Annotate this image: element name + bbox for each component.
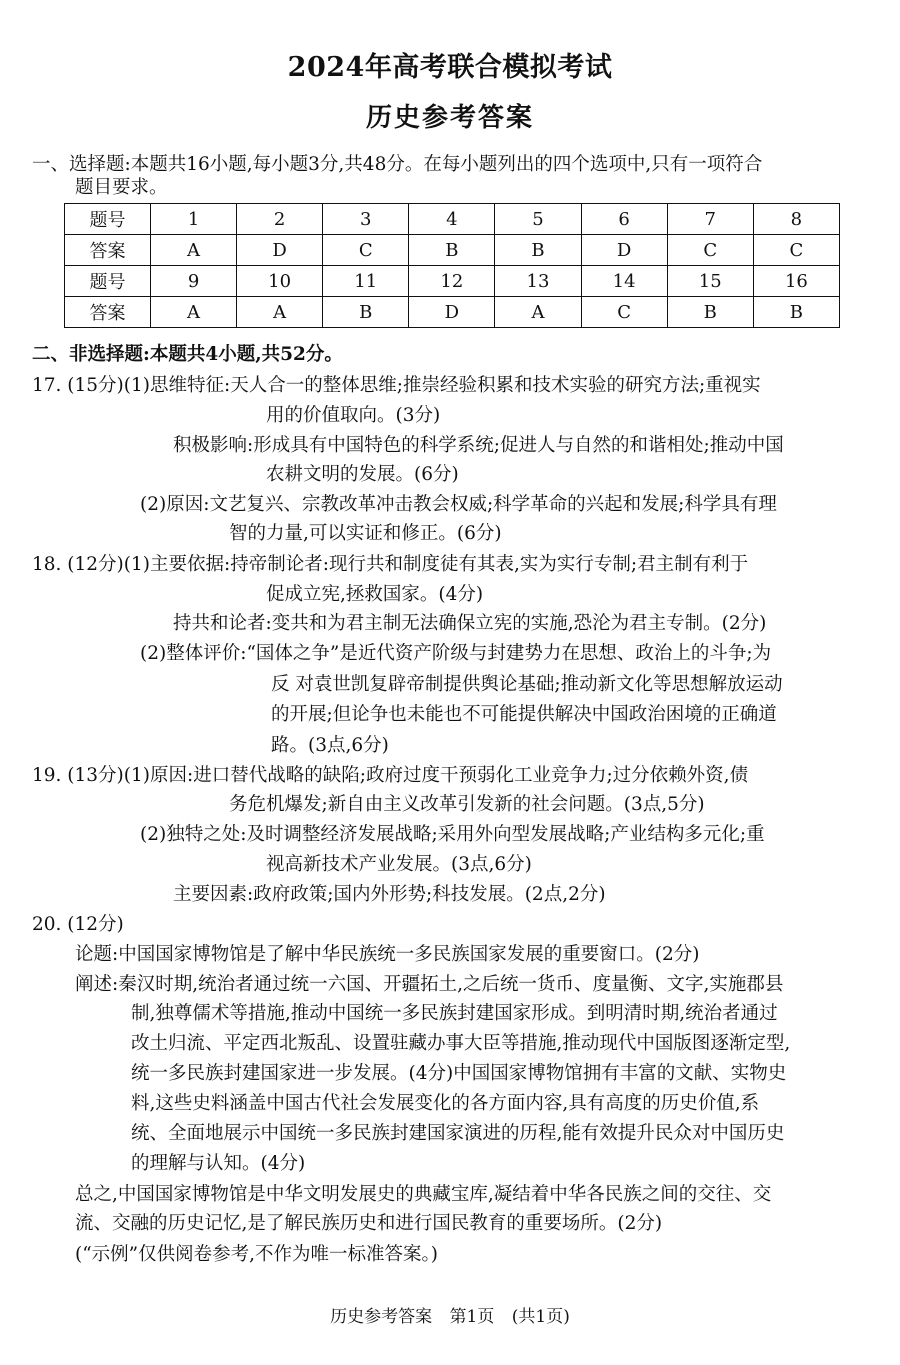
answer-table-cell: 8 bbox=[753, 204, 839, 235]
answer-table-row-header: 答案 bbox=[65, 235, 151, 266]
answer-table-cell: A bbox=[495, 297, 581, 328]
answer-table-row bbox=[65, 235, 840, 266]
q18-line-3: 持共和论者:变共和为君主制无法确保立宪的实施,恐沦为君主专制。(2分) bbox=[173, 613, 767, 634]
answer-table-cell: 1 bbox=[151, 204, 237, 235]
q20-line-7: 料,这些史料涵盖中国古代社会发展变化的各方面内容,具有高度的历史价值,系 bbox=[131, 1093, 760, 1114]
q20-line-9: 的理解与认知。(4分) bbox=[131, 1153, 306, 1174]
answer-table-cell: 15 bbox=[667, 266, 753, 297]
q19-line-2: 务危机爆发;新自由主义改革引发新的社会问题。(3点,5分) bbox=[229, 794, 705, 815]
answer-table-cell: A bbox=[151, 235, 237, 266]
answer-table-cell: C bbox=[753, 235, 839, 266]
answer-table-row-header: 答案 bbox=[65, 297, 151, 328]
answer-table-row-header: 题号 bbox=[65, 204, 151, 235]
q17-line-2: 用的价值取向。(3分) bbox=[266, 405, 441, 426]
answer-table-cell: 10 bbox=[237, 266, 323, 297]
section2-heading: 二、非选择题:本题共4小题,共52分。 bbox=[32, 344, 343, 365]
q19-line-5: 主要因素:政府政策;国内外形势;科技发展。(2点,2分) bbox=[173, 884, 606, 905]
answer-table-cell: 13 bbox=[495, 266, 581, 297]
exam-subtitle: 历史参考答案 bbox=[365, 103, 534, 133]
footer-page-number: 第1页 bbox=[449, 1307, 495, 1327]
q20-line-1: 20. (12分) bbox=[32, 914, 124, 935]
answer-table-cell: 12 bbox=[409, 266, 495, 297]
answer-table-row bbox=[65, 204, 840, 235]
footer-total-pages: (共1页) bbox=[511, 1307, 570, 1327]
q17-line-6: 智的力量,可以实证和修正。(6分) bbox=[229, 523, 502, 544]
answer-table-cell: 3 bbox=[323, 204, 409, 235]
q18-line-2: 促成立宪,拯救国家。(4分) bbox=[266, 584, 484, 605]
answer-table-cell: A bbox=[237, 297, 323, 328]
answer-table-cell: A bbox=[151, 297, 237, 328]
answer-table-cell: C bbox=[581, 297, 667, 328]
footer-doc-name: 历史参考答案 bbox=[330, 1307, 433, 1327]
q20-line-5: 改土归流、平定西北叛乱、设置驻藏办事大臣等措施,推动现代中国版图逐渐定型, bbox=[131, 1033, 791, 1054]
page-footer bbox=[0, 1302, 900, 1327]
answer-table-cell: D bbox=[409, 297, 495, 328]
answer-table-row bbox=[65, 297, 840, 328]
answer-table-cell: D bbox=[581, 235, 667, 266]
q19-line-4: 视高新技术产业发展。(3点,6分) bbox=[266, 854, 532, 875]
exam-title: 2024年高考联合模拟考试 bbox=[287, 52, 613, 83]
q18-line-7: 路。(3点,6分) bbox=[271, 735, 389, 756]
answer-table-cell: 16 bbox=[753, 266, 839, 297]
answer-table-cell: B bbox=[667, 297, 753, 328]
answer-table-cell: 5 bbox=[495, 204, 581, 235]
q18-line-5: 反 对袁世凯复辟帝制提供舆论基础;推动新文化等思想解放运动 bbox=[271, 674, 783, 695]
q20-line-3: 阐述:秦汉时期,统治者通过统一六国、开疆拓土,之后统一货币、度量衡、文字,实施郡县 bbox=[75, 974, 784, 995]
answer-table bbox=[64, 203, 840, 328]
answer-table-row-header: 题号 bbox=[65, 266, 151, 297]
answer-table-cell: 4 bbox=[409, 204, 495, 235]
answer-table-cell: 2 bbox=[237, 204, 323, 235]
q20-thesis: 论题:中国国家博物馆是了解中华民族统一多民族国家发展的重要窗口。(2分) bbox=[75, 944, 700, 965]
q19-line-1: 19. (13分)(1)原因:进口替代战略的缺陷;政府过度干预弱化工业竞争力;过分依赖外资,债 bbox=[32, 765, 749, 786]
answer-table-cell: 6 bbox=[581, 204, 667, 235]
answer-table-cell: B bbox=[495, 235, 581, 266]
q18-line-1: 18. (12分)(1)主要依据:持帝制论者:现行共和制度徒有其表,实为实行专制;君主制有利于 bbox=[32, 554, 749, 575]
answer-table-cell: C bbox=[323, 235, 409, 266]
q17-line-3: 积极影响:形成具有中国特色的科学系统;促进人与自然的和谐相处;推动中国 bbox=[173, 435, 784, 456]
q20-line-4: 制,独尊儒术等措施,推动中国统一多民族封建国家形成。到明清时期,统治者通过 bbox=[131, 1003, 778, 1024]
answer-table-cell: 11 bbox=[323, 266, 409, 297]
q18-line-4: (2)整体评价:“国体之争”是近代资产阶级与封建势力在思想、政治上的斗争;为 bbox=[140, 643, 772, 664]
answer-table-cell: D bbox=[237, 235, 323, 266]
answer-table-cell: C bbox=[667, 235, 753, 266]
q19-line-3: (2)独特之处:及时调整经济发展战略;采用外向型发展战略;产业结构多元化;重 bbox=[140, 824, 765, 845]
q17-line-1: 17. (15分)(1)思维特征:天人合一的整体思维;推崇经验积累和技术实验的研究方法;重视实 bbox=[32, 375, 761, 396]
answer-table-cell: 7 bbox=[667, 204, 753, 235]
answer-table-cell: 14 bbox=[581, 266, 667, 297]
q20-line-6: 统一多民族封建国家进一步发展。(4分)中国国家博物馆拥有丰富的文献、实物史 bbox=[131, 1063, 787, 1084]
answer-table-cell: 9 bbox=[151, 266, 237, 297]
answer-table-cell: B bbox=[323, 297, 409, 328]
section1-heading-cont: 题目要求。 bbox=[75, 177, 168, 198]
q20-line-10: 总之,中国国家博物馆是中华文明发展史的典藏宝库,凝结着中华各民族之间的交往、交 bbox=[75, 1184, 772, 1205]
q20-line-8: 统、全面地展示中国统一多民族封建国家演进的历程,能有效提升民众对中国历史 bbox=[131, 1123, 785, 1144]
q20-note: (“示例”仅供阅卷参考,不作为唯一标准答案。) bbox=[75, 1244, 438, 1265]
q17-line-5: (2)原因:文艺复兴、宗教改革冲击教会权威;科学革命的兴起和发展;科学具有理 bbox=[140, 494, 777, 515]
section1-heading: 一、选择题:本题共16小题,每小题3分,共48分。在每小题列出的四个选项中,只有一项符合 bbox=[32, 154, 763, 175]
q17-line-4: 农耕文明的发展。(6分) bbox=[266, 464, 459, 485]
answer-table-cell: B bbox=[409, 235, 495, 266]
answer-table-row bbox=[65, 266, 840, 297]
q18-line-6: 的开展;但论争也未能也不可能提供解决中国政治困境的正确道 bbox=[271, 704, 777, 725]
answer-table-cell: B bbox=[753, 297, 839, 328]
q20-line-11: 流、交融的历史记忆,是了解民族历史和进行国民教育的重要场所。(2分) bbox=[75, 1213, 663, 1234]
